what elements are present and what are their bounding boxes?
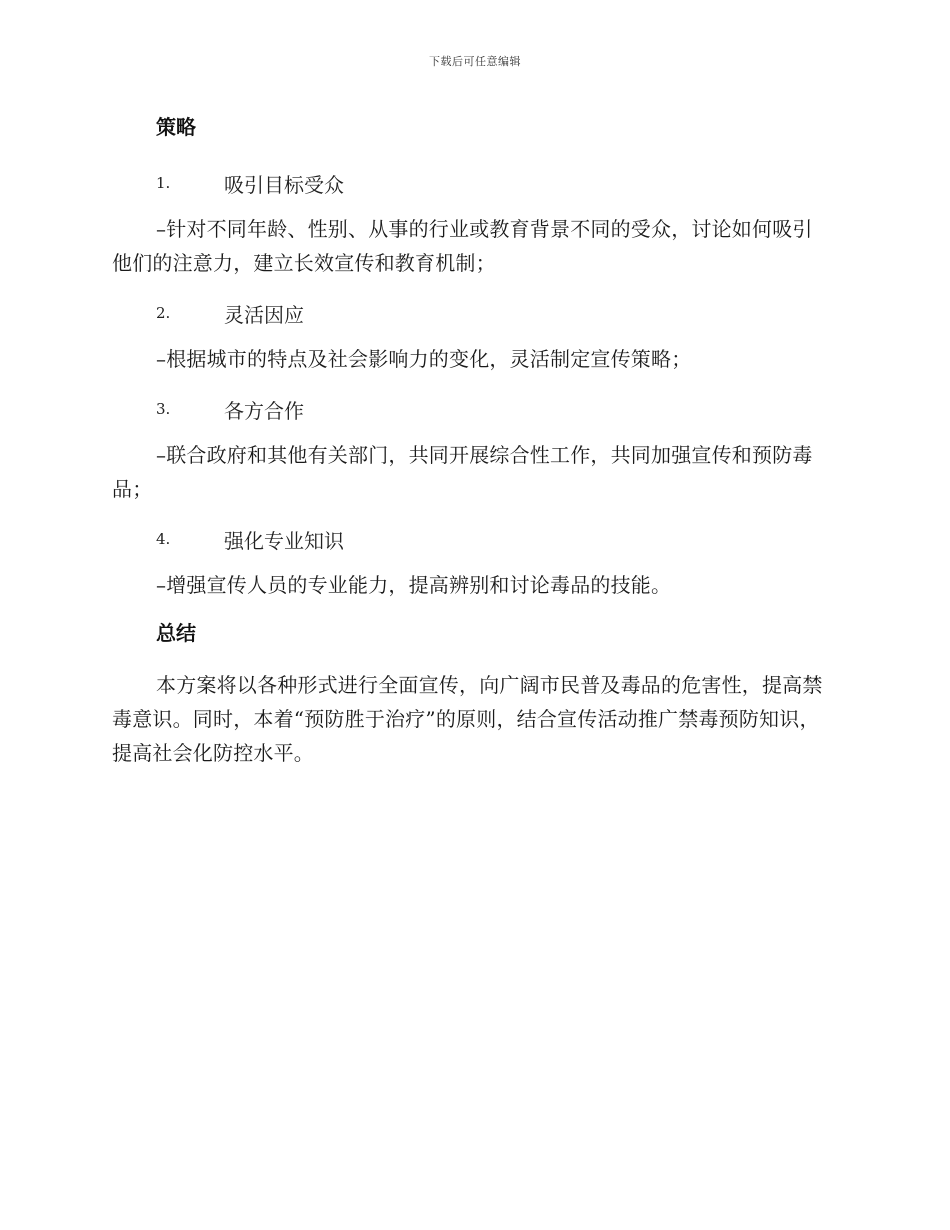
list-number: 3.: [156, 400, 171, 418]
list-item-4: [156, 522, 832, 556]
list-number: 4.: [156, 530, 171, 548]
document-body: [112, 110, 832, 784]
list-body-paragraph: –联合政府和其他有关部门，共同开展综合性工作，共同加强宣传和预防毒品；: [112, 443, 813, 501]
section-heading-strategy: 策略: [156, 115, 196, 139]
page-header: 下载后可任意编辑: [429, 55, 521, 68]
summary-paragraph: 本方案将以各种形式进行全面宣传，向广阔市民普及毒品的危害性，提高禁毒意识。同时，本着“预防胜于治疗”的原则，结合宣传活动推广禁毒预防知识，提高社会化防控水平。: [112, 673, 823, 765]
list-item-3: [156, 392, 832, 426]
list-number: 2.: [156, 304, 171, 322]
list-title: 各方合作: [224, 398, 304, 423]
list-number: 1.: [156, 174, 171, 192]
list-item-2: [156, 296, 832, 330]
section-heading-summary: 总结: [156, 621, 196, 645]
list-body-paragraph: –增强宣传人员的专业能力，提高辨别和讨论毒品的技能。: [156, 573, 672, 597]
list-body-paragraph: –针对不同年龄、性别、从事的行业或教育背景不同的受众，讨论如何吸引他们的注意力，建立长效宣传和教育机制；: [112, 217, 813, 275]
list-body-paragraph: –根据城市的特点及社会影响力的变化，灵活制定宣传策略；: [156, 347, 692, 371]
list-item-1: [156, 166, 832, 200]
list-title: 吸引目标受众: [224, 172, 344, 197]
list-title: 灵活因应: [224, 302, 304, 327]
list-title: 强化专业知识: [224, 528, 344, 553]
